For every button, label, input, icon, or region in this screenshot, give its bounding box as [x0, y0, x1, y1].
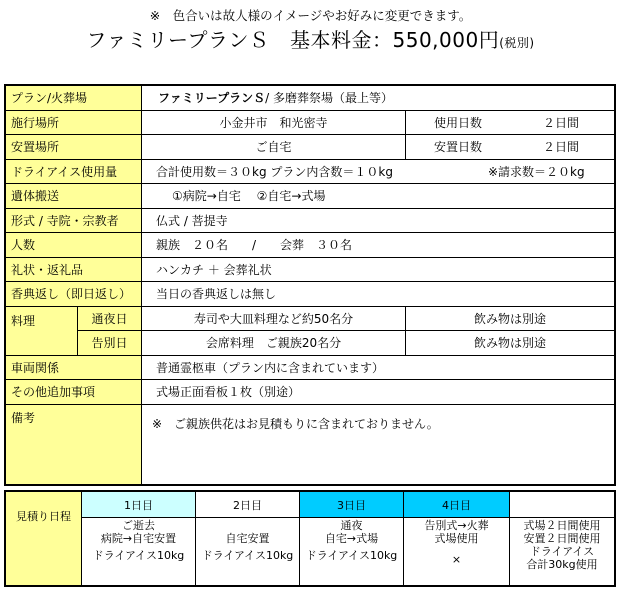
- day-line: [196, 519, 299, 532]
- label-rest: 安置場所: [6, 135, 142, 159]
- row-plan: [6, 86, 614, 111]
- label-kouden: 香典返し（即日返し）: [6, 282, 142, 306]
- label-transport: 遺体搬送: [6, 184, 142, 208]
- value-people: 親族 ２０名 / 会葬 ３０名: [156, 238, 353, 253]
- label-people: 人数: [6, 233, 142, 257]
- value-rest-days: ２日間: [543, 140, 580, 155]
- schedule-day-3: [300, 492, 404, 585]
- value-funeral-food: 会席料理 ご親族20名分: [142, 331, 406, 355]
- row-gifts: [6, 258, 614, 283]
- day-details: [300, 518, 403, 585]
- schedule-table: [4, 490, 616, 587]
- label-style: 形式 / 寺院・宗教者: [6, 209, 142, 233]
- cuisine-funeral-line: [142, 330, 614, 355]
- row-vehicle: [6, 356, 614, 381]
- cuisine-values: [142, 307, 614, 355]
- day-header: 2日目: [196, 492, 299, 518]
- schedule-summary: [510, 492, 614, 585]
- day-line: 自宅安置: [225, 532, 270, 545]
- day-header: 3日目: [300, 492, 403, 518]
- day-line: 病院→自宅安置: [100, 532, 177, 545]
- value-wake-food: 寿司や大皿料理など約50名分: [142, 307, 406, 331]
- day-header: [510, 492, 614, 518]
- row-kouden: [6, 282, 614, 307]
- row-remarks: [6, 405, 614, 484]
- row-extras: [6, 380, 614, 405]
- label-venue: 施行場所: [6, 111, 142, 135]
- schedule-day-4: [404, 492, 510, 585]
- day-line: ドライアイス: [529, 545, 595, 558]
- row-ice: [6, 160, 614, 185]
- schedule-day-2: [196, 492, 300, 585]
- row-venue: [6, 111, 614, 136]
- label-plan: プラン/火葬場: [6, 86, 142, 110]
- schedule-label: 見積り日程: [6, 492, 82, 585]
- day-details: [510, 518, 614, 585]
- value-venue: 小金井市 和光密寺: [142, 111, 406, 135]
- day-header: 1日目: [82, 492, 195, 518]
- label-use-days: 使用日数: [434, 115, 483, 130]
- value-ice-billing: ※請求数＝２０kg: [488, 164, 585, 179]
- row-transport: [6, 184, 614, 209]
- day-details: [82, 518, 195, 585]
- day-line: 合計30kg使用: [526, 558, 598, 571]
- day-details: [404, 518, 509, 585]
- day-line: 安置２日間使用: [523, 532, 601, 545]
- day-line: 告別式→火葬: [424, 519, 489, 532]
- value-extras: 式場正面看板１枚（別途）: [156, 385, 301, 400]
- row-people: [6, 233, 614, 258]
- page-title: [0, 24, 621, 53]
- day-line: ×: [451, 553, 462, 566]
- value-plan: [142, 86, 393, 110]
- value-rest: ご自宅: [142, 135, 406, 159]
- day-line: 通夜: [340, 519, 363, 532]
- label-funeral-day: 告別日: [78, 330, 141, 355]
- day-line: ドライアイス10kg: [305, 549, 398, 562]
- value-use-days: ２日間: [543, 115, 580, 130]
- value-wake-drinks: 飲み物は別途: [473, 311, 546, 326]
- color-note: ※ 色合いは故人様のイメージやお好みに変更できます。: [149, 8, 472, 23]
- label-remarks: 備考: [6, 405, 142, 484]
- day-line: 自宅→式場: [324, 532, 379, 545]
- label-gifts: 礼状・返礼品: [6, 258, 142, 282]
- value-remarks: ※ ご親族供花はお見積もりに含まれておりません。: [152, 416, 439, 431]
- row-rest: [6, 135, 614, 160]
- label-cuisine: 料理: [6, 307, 78, 355]
- day-header: 4日目: [404, 492, 509, 518]
- plan-detail-table: [4, 84, 616, 486]
- day-details: [196, 518, 299, 585]
- schedule-day-1: [82, 492, 196, 585]
- crematorium-name: / 多磨葬祭場（最上等）: [265, 91, 394, 106]
- plan-price-title: ファミリープランＳ 基本料金：550,000円: [86, 28, 500, 52]
- label-vehicle: 車両関係: [6, 356, 142, 380]
- label-ice: ドライアイス使用量: [6, 160, 142, 184]
- value-funeral-drinks: 飲み物は別途: [473, 336, 546, 351]
- row-style: [6, 209, 614, 234]
- value-vehicle: 普通霊柩車（プラン内に含まれています）: [156, 360, 385, 375]
- cuisine-wake-line: [142, 307, 614, 331]
- value-style: 仏式 / 菩提寺: [156, 213, 228, 228]
- tax-note: (税別): [499, 36, 535, 50]
- day-line: ご逝去: [122, 519, 155, 532]
- cuisine-day-labels: [78, 307, 142, 355]
- day-line: ドライアイス10kg: [201, 549, 294, 562]
- value-ice: 合計使用数＝３０kg プラン内含数＝１０kg: [156, 164, 393, 179]
- plan-name: ファミリープランＳ: [158, 91, 266, 106]
- value-transport: ①病院→自宅 ②自宅→式場: [172, 189, 326, 204]
- day-line: 式場２日間使用: [523, 519, 601, 532]
- day-line: ドライアイス10kg: [92, 549, 185, 562]
- day-line: 式場使用: [434, 532, 479, 545]
- label-extras: その他追加事項: [6, 380, 142, 404]
- value-kouden: 当日の香典返しは無し: [156, 287, 277, 302]
- label-wake-day: 通夜日: [78, 307, 141, 331]
- label-rest-days: 安置日数: [434, 140, 483, 155]
- row-cuisine: [6, 307, 614, 356]
- value-gifts: ハンカチ ＋ 会葬礼状: [156, 262, 272, 277]
